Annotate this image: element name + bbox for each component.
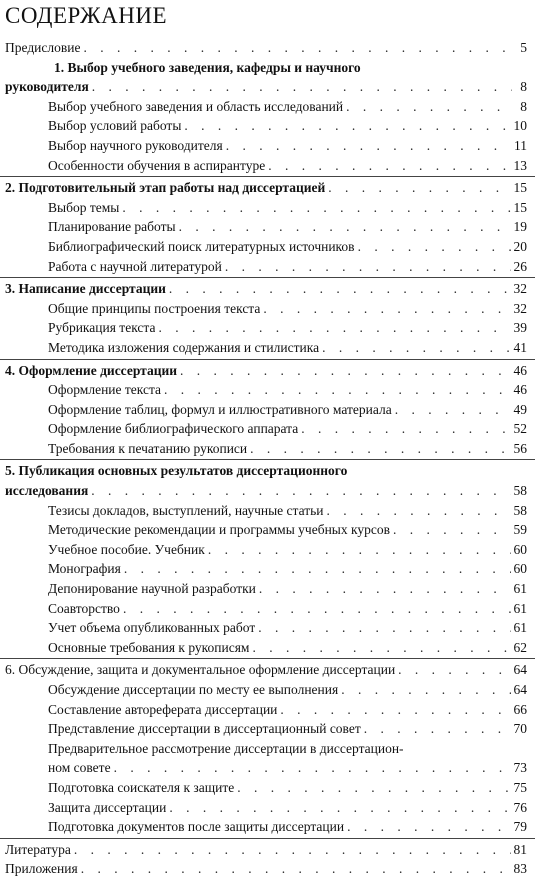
toc-entry[interactable] [5,540,527,560]
toc-entry-title: Планирование работы [48,219,176,235]
dot-leader [395,400,511,420]
toc-entry[interactable] [5,840,527,860]
toc-entry-title: Монография [48,561,121,577]
dot-leader [258,618,510,638]
toc-entry-page: 61 [513,581,527,597]
dot-leader [263,299,510,319]
toc-entry-page: 79 [513,819,527,835]
toc-entry-title: Общие принципы построения текста [48,300,261,316]
toc-entry-title: Оформление библиографического аппарата [48,421,299,437]
toc-entry-page: 10 [513,118,527,134]
toc-entry[interactable] [5,136,527,156]
toc-entry-title: Подготовка соискателя к защите [48,779,235,795]
toc-entry-title: Библиографический поиск литературных источников [48,238,355,254]
toc-entry-title: Обсуждение диссертации по месту ее выполнения [48,682,339,697]
dot-leader [358,237,511,257]
toc-entry-title: Методика изложения содержания и стилистика [48,339,320,355]
dot-leader [301,419,510,439]
toc-entry-page: 59 [513,522,527,538]
toc-entry[interactable] [5,338,527,358]
dot-leader [114,758,511,778]
toc-entry-title: 3. Написание диссертации [5,281,166,297]
toc-entry-title: Соавторство [48,600,120,616]
toc-entry-title: Выбор научного руководителя [48,137,223,153]
toc-entry-title: Рубрикация текста [48,320,156,336]
toc-entry-title: Представление диссертации в диссертационный совет [48,721,361,737]
toc-entry-title: 6. Обсуждение, защита и документальное оформление диссертации [5,662,396,678]
dot-leader [92,77,512,97]
toc-entry[interactable] [5,660,527,680]
dot-leader [237,778,510,798]
toc-entry-title: Оформление текста [48,382,162,398]
toc-entry-page: 5 [520,40,527,55]
dot-leader [341,680,510,700]
toc-entry[interactable] [5,719,527,739]
toc-entry-title: Предварительное рассмотрение диссертации в диссертацион- [48,740,404,756]
toc-entry[interactable] [5,481,527,501]
toc-entry[interactable] [5,198,527,218]
toc-entry-page: 62 [513,639,527,655]
toc-entry-page: 83 [513,861,527,877]
toc-entry-title: Депонирование научной разработки [48,581,256,597]
dot-leader [328,178,510,198]
toc-entry[interactable] [5,859,527,879]
toc-entry-page: 15 [513,199,527,215]
dot-leader [327,501,511,521]
toc-entry[interactable] [5,638,527,658]
toc-entry-page: 61 [513,600,527,616]
page-title: СОДЕРЖАНИЕ [5,3,168,28]
toc-entry-page: 60 [513,561,527,577]
dot-leader [169,798,510,818]
toc-entry[interactable] [5,461,527,481]
dot-leader [393,520,511,540]
dot-leader [91,481,510,501]
toc-entry-page: 81 [513,841,527,857]
toc-entry[interactable] [5,700,527,720]
toc-entry[interactable] [5,361,527,381]
toc-entry-title: Предисловие [5,40,81,55]
toc-entry-page: 58 [513,502,527,518]
toc-entry-page: 32 [513,300,527,316]
toc-entry[interactable] [5,798,527,818]
toc-entry-title: Выбор темы [48,199,120,215]
toc-entry[interactable] [5,77,527,97]
dot-leader [252,638,510,658]
toc-entry-title: ном совете [48,760,111,776]
toc-entry-page: 58 [513,483,527,499]
toc-entry-page: 75 [513,779,527,795]
toc-entry[interactable] [5,58,527,78]
dot-leader [180,361,510,381]
toc-entry-title: Выбор условий работы [48,118,182,134]
toc-entry[interactable] [5,680,527,700]
toc-entry[interactable] [5,257,527,277]
dot-leader [259,579,511,599]
toc-entry-page: 11 [514,137,527,153]
toc-entry-title: 2. Подготовительный этап работы над диссертацией [5,180,326,196]
toc-entry-page: 8 [520,79,527,95]
toc-entry-page: 76 [513,799,527,815]
toc-entry[interactable] [5,400,527,420]
toc-entry-page: 64 [513,662,527,678]
toc-entry-title: Составление автореферата диссертации [48,701,278,717]
toc-entry-page: 49 [513,401,527,417]
toc-entry-page: 41 [513,339,527,355]
dot-leader [123,599,511,619]
toc-entry[interactable] [5,97,527,117]
toc-entry-title: исследования [5,483,89,499]
toc-entry-title: Работа с научной литературой [48,258,222,274]
toc-entry[interactable] [5,778,527,798]
dot-leader [398,660,510,680]
toc-entry[interactable] [5,817,527,837]
toc-entry[interactable] [5,501,527,521]
toc-entry-title: 5. Публикация основных результатов диссертационного [5,463,348,479]
toc-entry-title: руководителя [5,79,89,95]
dot-leader [184,116,510,136]
toc-entry-page: 66 [513,701,527,717]
toc-entry-page: 56 [513,440,527,456]
dot-leader [158,318,510,338]
dot-leader [164,380,510,400]
toc-entry[interactable] [5,217,527,237]
toc-entry-page: 39 [513,320,527,336]
toc-entry[interactable] [5,419,527,439]
toc-entry-title: Выбор учебного заведения и область исследований [48,98,344,114]
toc-entry[interactable] [5,237,527,257]
dot-leader [179,217,511,237]
toc-entry-page: 13 [513,157,527,173]
toc-entry-title: Особенности обучения в аспирантуре [48,157,266,173]
toc-entry-title: Учет объема опубликованных работ [48,620,256,636]
dot-leader [83,38,512,58]
toc-entry-page: 70 [513,721,527,737]
toc-entry-title: 4. Оформление диссертации [5,362,178,378]
dot-leader [226,136,511,156]
toc-entry-page: 19 [513,219,527,235]
toc-entry-page: 8 [520,98,527,114]
toc-entry-title: Приложения [5,861,78,877]
dot-leader [322,338,510,358]
toc-entry-page: 46 [513,362,527,378]
toc-entry[interactable] [5,520,527,540]
dot-leader [364,719,511,739]
toc-entry-title: Учебное пособие. Учебник [48,541,205,557]
dot-leader [346,97,512,117]
toc-entry-page: 32 [513,281,527,297]
toc-entry-title: Требования к печатанию рукописи [48,440,248,456]
toc-entry-page: 52 [513,421,527,437]
toc-entry[interactable] [5,618,527,638]
dot-leader [280,700,510,720]
toc-entry[interactable] [5,156,527,176]
toc-entry[interactable] [5,599,527,619]
toc-entry-page: 20 [513,238,527,254]
toc-entry-page: 46 [513,382,527,398]
toc-entry[interactable] [5,299,527,319]
toc-entry-title: Методические рекомендации и программы учебных курсов [48,522,390,538]
toc-entry-title: Подготовка документов после защиты диссертации [48,819,345,835]
toc-entry-title: Основные требования к рукописям [48,639,250,655]
toc-entry[interactable] [5,559,527,579]
dot-leader [74,840,511,860]
toc-entry[interactable] [5,178,527,198]
toc-entry-title: 1. Выбор учебного заведения, кафедры и научного [54,59,361,75]
toc-entry-page: 73 [513,760,527,776]
toc-entry-page: 64 [513,682,527,697]
dot-leader [81,859,511,879]
toc-entry-title: Тезисы докладов, выступлений, научные статьи [48,502,324,518]
toc-entry-page: 15 [513,180,527,196]
toc-entry-title: Защита диссертации [48,799,167,815]
toc-entry-page: 61 [513,620,527,636]
toc-entry-page: 60 [513,541,527,557]
toc-entry[interactable] [5,739,527,759]
toc-entry[interactable] [5,116,527,136]
toc-entry-title: Литература [5,841,71,857]
dot-leader [124,559,511,579]
toc-entry[interactable] [5,38,527,58]
toc-entry-title: Оформление таблиц, формул и иллюстративного материала [48,401,392,417]
dot-leader [225,257,511,277]
toc-entry[interactable] [5,439,527,459]
toc-entry[interactable] [5,279,527,299]
dot-leader [122,198,510,218]
toc-entry[interactable] [5,380,527,400]
dot-leader [208,540,511,560]
toc-entry[interactable] [5,318,527,338]
toc-entry[interactable] [5,758,527,778]
dot-leader [169,279,511,299]
toc-list [5,38,527,879]
toc-entry-page: 26 [513,258,527,274]
toc-entry[interactable] [5,579,527,599]
dot-leader [347,817,510,837]
dot-leader [250,439,510,459]
dot-leader [268,156,510,176]
